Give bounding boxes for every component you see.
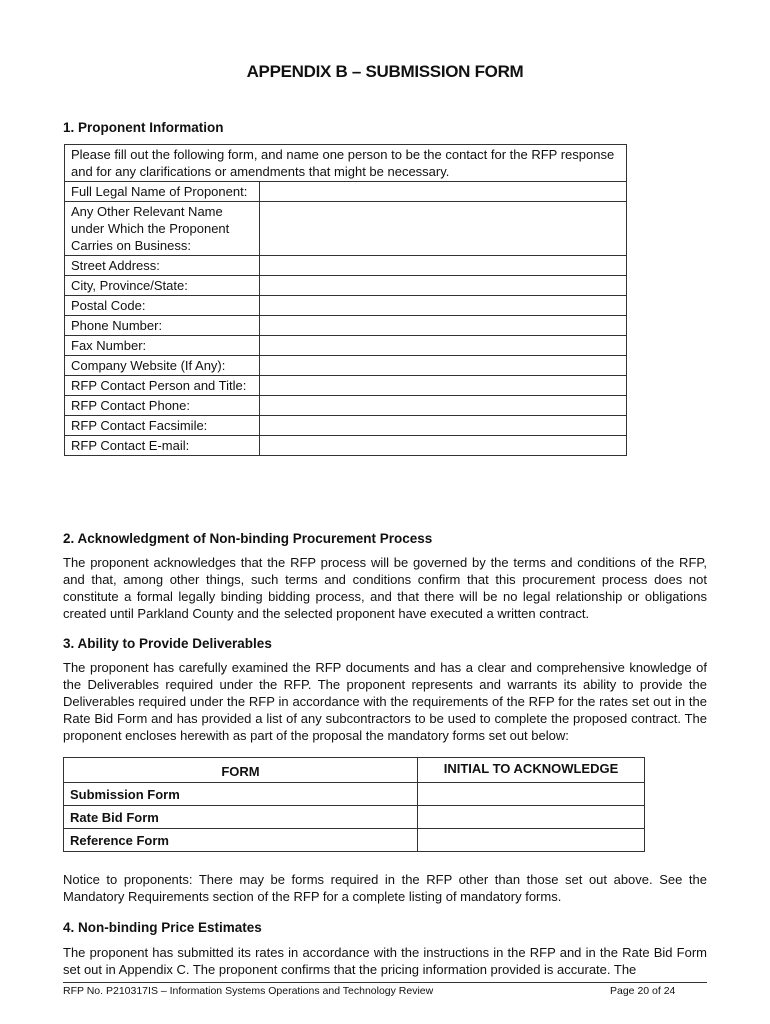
full-legal-name-field[interactable] [260,182,627,202]
section-1-heading: 1. Proponent Information [63,120,224,135]
contact-email-field[interactable] [260,436,627,456]
proponent-info-intro: Please fill out the following form, and name one person to be the contact for the RFP response and for any clarifications or amendments that might be necessary. [65,145,627,182]
field-label: Fax Number: [65,336,260,356]
column-header-form: FORM [64,758,418,783]
fax-number-field[interactable] [260,336,627,356]
field-label: Phone Number: [65,316,260,336]
other-name-field[interactable] [260,202,627,256]
page-title: APPENDIX B – SUBMISSION FORM [246,62,524,81]
table-row [65,202,627,256]
footer-divider [63,982,707,983]
table-row [65,256,627,276]
footer-page-number: Page 20 of 24 [610,985,676,997]
field-label: Company Website (If Any): [65,356,260,376]
company-website-field[interactable] [260,356,627,376]
table-row [65,396,627,416]
field-label: RFP Contact Facsimile: [65,416,260,436]
table-row [65,356,627,376]
footer-rfp-number: RFP No. P210317IS – Information Systems Operations and Technology Review [63,985,434,997]
table-row [64,783,645,806]
table-row [64,829,645,852]
field-label: RFP Contact Phone: [65,396,260,416]
table-row [65,336,627,356]
form-name: Reference Form [64,829,418,852]
phone-number-field[interactable] [260,316,627,336]
table-row [65,276,627,296]
table-row [65,296,627,316]
proponent-info-table [64,144,627,456]
form-name: Rate Bid Form [64,806,418,829]
table-row [65,182,627,202]
section-4-body: The proponent has submitted its rates in accordance with the instructions in the RFP and in the Rate Bid Form set out in Appendix C. The proponent confirms that the pricing information provided is accurate. The [63,945,707,977]
initial-field[interactable] [418,806,645,829]
section-4-heading: 4. Non-binding Price Estimates [63,920,262,935]
field-label: Postal Code: [65,296,260,316]
initial-field[interactable] [418,829,645,852]
contact-phone-field[interactable] [260,396,627,416]
mandatory-forms-table [63,757,645,852]
contact-facsimile-field[interactable] [260,416,627,436]
street-address-field[interactable] [260,256,627,276]
initial-field[interactable] [418,783,645,806]
column-header-initial: INITIAL TO ACKNOWLEDGE [418,758,645,783]
postal-code-field[interactable] [260,296,627,316]
city-province-field[interactable] [260,276,627,296]
contact-person-field[interactable] [260,376,627,396]
form-name: Submission Form [64,783,418,806]
field-label: RFP Contact E-mail: [65,436,260,456]
table-row [65,416,627,436]
table-row [65,316,627,336]
section-2-body: The proponent acknowledges that the RFP process will be governed by the terms and conditions of the RFP, and that, among other things, such terms and conditions confirm that this procurement process does not constitute a formal legally binding bidding process, and that there will be no legal relationship or obligations created until Parkland County and the selected proponent have executed a written contract. [63,555,707,621]
field-label: City, Province/State: [65,276,260,296]
table-row [64,806,645,829]
field-label: Street Address: [65,256,260,276]
field-label: Full Legal Name of Proponent: [65,182,260,202]
field-label: RFP Contact Person and Title: [65,376,260,396]
table-row [65,376,627,396]
section-3-body: The proponent has carefully examined the RFP documents and has a clear and comprehensive knowledge of the Deliverables required under the RFP. The proponent represents and warrants its ability to provide the Deliverables required under the RFP in accordance with the requirements of the RFP for the rates set out in the Rate Bid Form and has provided a list of any subcontractors to be used to complete the proposed contract. The proponent encloses herewith as part of the proposal the mandatory forms set out below: [63,660,707,743]
notice-text: Notice to proponents: There may be forms required in the RFP other than those set out above. See the Mandatory Requirements section of the RFP for a complete listing of mandatory forms. [63,872,707,904]
section-2-heading: 2. Acknowledgment of Non-binding Procurement Process [63,531,433,546]
field-label: Any Other Relevant Name under Which the Proponent Carries on Business: [65,202,260,256]
table-row [65,436,627,456]
section-3-heading: 3. Ability to Provide Deliverables [63,636,272,651]
